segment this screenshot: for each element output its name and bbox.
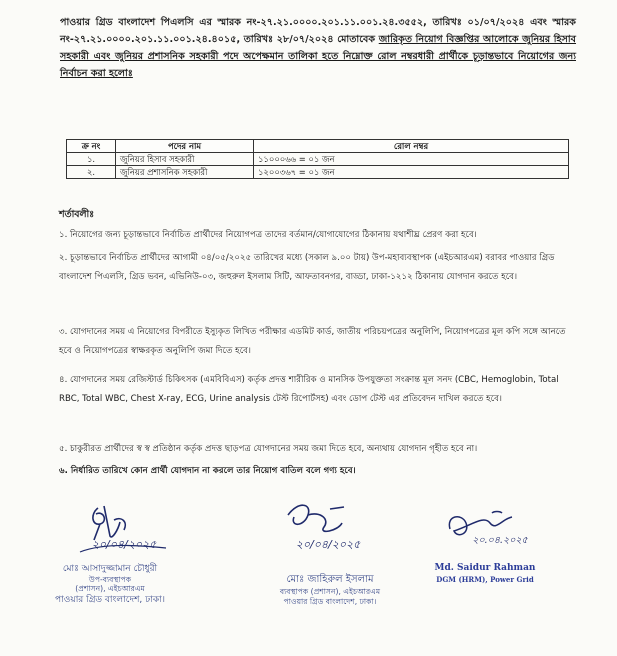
left-signature-date: ২০/০৪/২০২৫ [91,538,157,551]
cell-serial: ১. [67,153,116,166]
heading-reference: পাওয়ার গ্রিড বাংলাদেশ পিএলসি এর স্মারক নং-২৭.২১.০০০০.২০১.১১.০০১.২৪.৩৫৫২, তারিখঃ ০১/০৭/২০২৪ এবং স্মারক নং-২৭.২১.০০০০.২০১.১১.০০১.২৪.৪০১৫, তারিখঃ ২৮/০৭/২০২৪ মোতাবেক [60,17,576,45]
cell-post: জুনিয়র হিসাব সহকারী [116,153,254,166]
condition-item-6: ৬. নির্ধারিত তারিখে কোন প্রার্থী যোগদান না করলে তার নিয়োগ বাতিল বলে গণ্য হবে। [59,466,356,476]
left-signatory-designation: উপ-ব্যবস্থাপক [88,575,132,584]
heading-selection-statement: জারিকৃত নিয়োগ বিজ্ঞপ্তির আলোকে জুনিয়র হিসাব সহকারী এবং জুনিয়র প্রশাসনিক সহকারী পদে অপেক্ষমান তালিকা হতে নিম্নোক্ত রোল নম্বরধারী প্রার্থীকে চূড়ান্তভাবে নিয়োগের জন্য নির্বাচন করা হলোঃ [60,34,577,79]
middle-signature-date: ২০/০৪/২০২৫ [295,538,361,551]
right-signatory-name: Md. Saidur Rahman [434,563,536,573]
right-signatory-designation: DGM (HRM), Power Grid [436,575,534,584]
cell-post: জুনিয়র প্রশাসনিক সহকারী [116,166,254,179]
condition-item-1: ১. নিয়োগের জন্য চূড়ান্তভাবে নির্বাচিত প্রার্থীদের নিয়োগপত্র তাদের বর্তমান/যোগাযোগের ঠিকানায় যথাশীঘ্র প্রেরণ করা হবে। [59,230,477,240]
selection-table [66,139,569,179]
left-signatory-organization: পাওয়ার গ্রিড বাংলাদেশ, ঢাকা। [55,595,165,605]
notice-heading [60,14,576,82]
condition-item-5: ৫. চাকুরীরত প্রার্থীদের স্ব স্ব প্রতিষ্ঠান কর্তৃক প্রদত্ত ছাড়পত্র যোগদানের সময় জমা দিতে হবে, অন্যথায় যোগদান গৃহীত হবে না। [59,444,478,454]
table-header-row [67,140,569,153]
left-signature-mark [70,500,170,562]
cell-serial: ২. [67,166,116,179]
condition-item-2: ২. চূড়ান্তভাবে নির্বাচিত প্রার্থীদের আগামী ০৪/০৫/২০২৫ তারিখের মধ্যে (সকাল ৯.০০ টায়) উপ-মহাব্যবস্থাপক (এইচআরএম) বরাবর পাওয়ার গ্রিড বাংলাদেশ পিএলসি, গ্রিড ভবন, এভিনিউ-০৩, জহুরুল ইসলাম সিটি, আফতাবনগর, বাড্ডা, ঢাকা-১২১২ ঠিকানায় যোগদান করতে হবে। [59,253,555,282]
middle-signatory-organization: পাওয়ার গ্রিড বাংলাদেশ, ঢাকা। [283,597,377,606]
table-row [67,153,569,166]
middle-signature-mark [268,497,378,563]
condition-item-3: ৩. যোগদানের সময় এ নিয়োগের বিপরীতে ইস্যুকৃত লিখিত পরীক্ষার এডমিট কার্ড, জাতীয় পরিচয়পত্রের অনুলিপি, নিয়োগপত্রের মূল কপি সঙ্গে আনতে হবে ও নিয়োগপত্রের স্বাক্ষরকৃত অনুলিপি জমা দিতে হবে। [59,327,566,356]
left-signatory-department: (প্রশাসন), এইচআরএম [75,584,145,593]
conditions-title: শর্তাবলীঃ [59,209,95,220]
right-signature-date: ২০.০৪.২০২৫ [472,535,528,546]
middle-signatory-name: মোঃ জাহিরুল ইসলাম [286,574,374,585]
col-header-roll: রোল নম্বর [254,140,569,153]
col-header-post: পদের নাম [116,140,254,153]
table-row [67,166,569,179]
left-signatory-name: মোঃ আসাদুজ্জামান চৌধুরী [62,564,158,574]
middle-signatory-designation: ব্যবস্থাপক (প্রশাসন), এইচআরএম [279,587,381,596]
col-header-serial: ক্র নং [67,140,116,153]
cell-roll: ১২০০৩৬৭ = ০১ জন [254,166,569,179]
condition-item-4: ৪. যোগদানের সময় রেজিস্টার্ড চিকিৎসক (এমবিবিএস) কর্তৃক প্রদত্ত শারীরিক ও মানসিক উপযুক্ততা সংক্রান্ত মূল সনদ (CBC, Hemoglobin, Total RBC, Total WBC, Chest X-ray, ECG, Urine analysis টেস্ট রিপোর্টসহ) এবং ডোপ টেস্ট এর প্রতিবেদন দাখিল করতে হবে। [59,375,559,404]
cell-roll: ১১০০০৬৬ = ০১ জন [254,153,569,166]
